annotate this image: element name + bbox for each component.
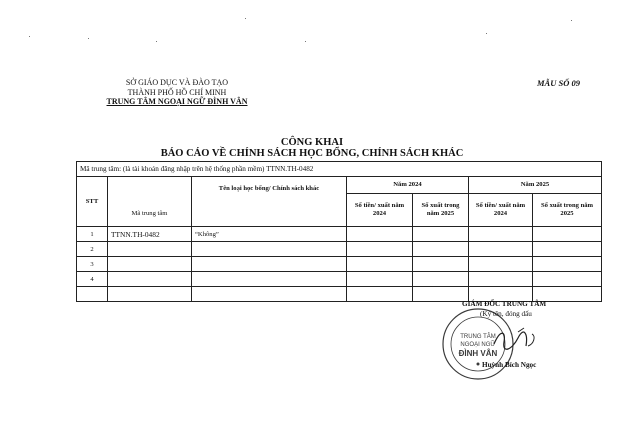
row-stt: 4 — [77, 272, 108, 287]
header-amount-2025: Số tiền/ xuất năm 2024 — [469, 194, 533, 227]
table-row — [77, 227, 602, 242]
header-year-2024: Năm 2024 — [347, 177, 469, 194]
scan-speck — [486, 33, 487, 34]
row-cell — [413, 287, 469, 302]
header-amount-2024: Số tiền/ xuất năm 2024 — [347, 194, 413, 227]
signer-title: GIÁM ĐỐC TRUNG TÂM — [462, 300, 547, 308]
row-scholarship-name — [192, 242, 347, 257]
stamp-text-bottom: ĐÌNH VÂN — [458, 349, 498, 358]
row-stt: 3 — [77, 257, 108, 272]
row-cell — [413, 272, 469, 287]
header-count-2025: Số xuất trong năm 2025 — [533, 194, 602, 227]
table-row — [77, 242, 602, 257]
row-center-code — [108, 242, 192, 257]
stamp-text-middle: NGOẠI NGỮ — [460, 342, 496, 348]
center-name: TRUNG TÂM NGOẠI NGỮ ĐÌNH VÂN — [106, 97, 248, 106]
organization-header — [82, 78, 272, 107]
scan-speck — [245, 18, 246, 19]
scan-speck — [305, 41, 306, 42]
document-title: CÔNG KHAI — [280, 137, 344, 148]
row-scholarship-name — [192, 257, 347, 272]
row-cell — [347, 287, 413, 302]
department-name: SỞ GIÁO DỤC VÀ ĐÀO TẠO — [125, 78, 229, 87]
row-stt — [77, 287, 108, 302]
stamp-text-top: TRUNG TÂM — [460, 334, 496, 340]
row-cell — [469, 242, 533, 257]
row-center-code — [108, 272, 192, 287]
header-center-code: Mã trung tâm — [108, 177, 192, 227]
row-stt: 1 — [77, 227, 108, 242]
header-scholarship-name: Tên loại học bổng/ Chính sách khác — [192, 177, 347, 227]
row-scholarship-name — [192, 287, 347, 302]
header-count-2024: Số xuất trong năm 2025 — [413, 194, 469, 227]
table-row — [77, 257, 602, 272]
scan-speck — [571, 20, 572, 21]
scholarship-report-table — [76, 161, 602, 302]
row-cell — [533, 242, 602, 257]
row-cell — [413, 257, 469, 272]
row-cell — [533, 257, 602, 272]
scan-speck — [29, 36, 30, 37]
table-row — [77, 272, 602, 287]
row-cell — [469, 227, 533, 242]
row-cell — [347, 227, 413, 242]
document-subtitle: BÁO CÁO VỀ CHÍNH SÁCH HỌC BỔNG, CHÍNH SÁCH KHÁC — [160, 148, 464, 159]
signature-note: (Ký tên, đóng dấu — [480, 310, 532, 318]
row-cell — [347, 257, 413, 272]
row-cell — [469, 257, 533, 272]
center-code-line: Mã trung tâm: (là tài khoản đăng nhập trên hệ thống phần mềm) TTNN.TH-0482 — [77, 162, 602, 177]
header-year-2025: Năm 2025 — [469, 177, 602, 194]
row-center-code: TTNN.TH-0482 — [108, 227, 192, 242]
row-center-code — [108, 257, 192, 272]
row-scholarship-name: “Không” — [192, 227, 347, 242]
scan-speck — [88, 38, 89, 39]
city-name: THÀNH PHỐ HỒ CHÍ MINH — [127, 87, 227, 97]
row-cell — [413, 242, 469, 257]
scan-speck — [156, 41, 157, 42]
row-center-code — [108, 287, 192, 302]
row-stt: 2 — [77, 242, 108, 257]
row-cell — [469, 272, 533, 287]
row-cell — [533, 272, 602, 287]
form-number: MẪU SỐ 09 — [537, 78, 580, 88]
row-cell — [347, 242, 413, 257]
row-cell — [347, 272, 413, 287]
signer-name: Huỳnh Bích Ngọc — [482, 361, 537, 369]
row-scholarship-name — [192, 272, 347, 287]
header-stt: STT — [77, 177, 108, 227]
row-cell — [533, 227, 602, 242]
row-cell — [413, 227, 469, 242]
handwritten-signature — [488, 324, 548, 356]
